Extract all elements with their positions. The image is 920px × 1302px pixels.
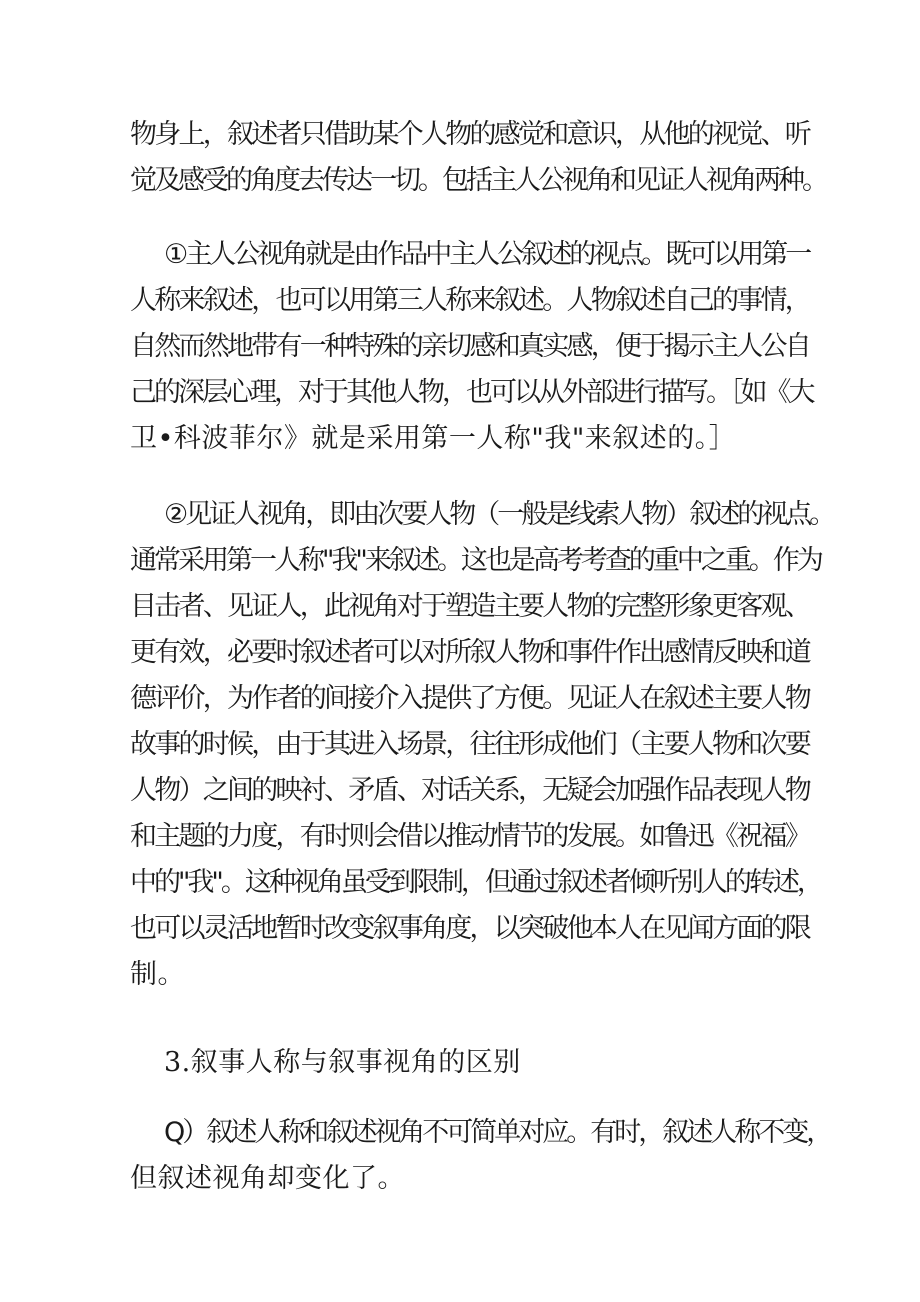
- text-line: 也可以灵活地暂时改变叙事角度，以突破他本人在见闻方面的限: [130, 913, 809, 944]
- text-line: ①主人公视角就是由作品中主人公叙述的视点。既可以用第一: [164, 239, 810, 270]
- text-line: Q）叙述人称和叙述视角不可简单对应。有时，叙述人称不变，: [164, 1117, 831, 1148]
- heading-text: 3.叙事人称与叙事视角的区别: [164, 1047, 521, 1078]
- paragraph-protagonist-perspective: [130, 232, 813, 462]
- text-line: 人物）之间的映衬、矛盾、对话关系，无疑会加强作品表现人物: [130, 775, 809, 806]
- paragraph-narrator-perspective: [130, 112, 826, 204]
- text-line: 卫•科波菲尔》就是采用第一人称"我"来叙述的。］: [130, 423, 737, 454]
- text-line: 物身上，叙述者只借助某个人物的感觉和意识，从他的视觉、听: [130, 119, 809, 150]
- text-line: 己的深层心理，对于其他人物，也可以从外部进行描写。［如《大: [130, 377, 813, 408]
- text-line: 中的"我"。这种视角虽受到限制，但通过叙述者倾听别人的转述，: [130, 867, 821, 898]
- text-line: 觉及感受的角度去传达一切。包括主人公视角和见证人视角两种。: [130, 165, 826, 196]
- text-line: 更有效，必要时叙述者可以对所叙人物和事件作出感情反映和道: [130, 637, 809, 668]
- text-line: 但叙述视角却变化了。: [130, 1163, 405, 1194]
- section-heading: [130, 1040, 810, 1086]
- text-line: 故事的时候，由于其进入场景，往往形成他们（主要人物和次要: [130, 729, 809, 760]
- text-line: 自然而然地带有一种特殊的亲切感和真实感，便于揭示主人公自: [130, 331, 809, 362]
- text-line: 通常采用第一人称"我"来叙述。这也是高考考查的重中之重。作为: [130, 545, 821, 576]
- paragraph-person-vs-perspective: [130, 1110, 831, 1202]
- text-line: 制。: [130, 959, 185, 990]
- text-line: 和主题的力度，有时则会借以推动情节的发展。如鲁迅《祝福》: [130, 821, 809, 852]
- text-line: 目击者、见证人，此视角对于塑造主要人物的完整形象更客观、: [130, 591, 809, 622]
- paragraph-witness-perspective: [130, 492, 834, 998]
- text-line: 德评价，为作者的间接介入提供了方便。见证人在叙述主要人物: [130, 683, 809, 714]
- text-line: 人称来叙述，也可以用第三人称来叙述。人物叙述自己的事情，: [130, 285, 809, 316]
- text-line: ②见证人视角，即由次要人物（一般是线索人物）叙述的视点。: [164, 499, 834, 530]
